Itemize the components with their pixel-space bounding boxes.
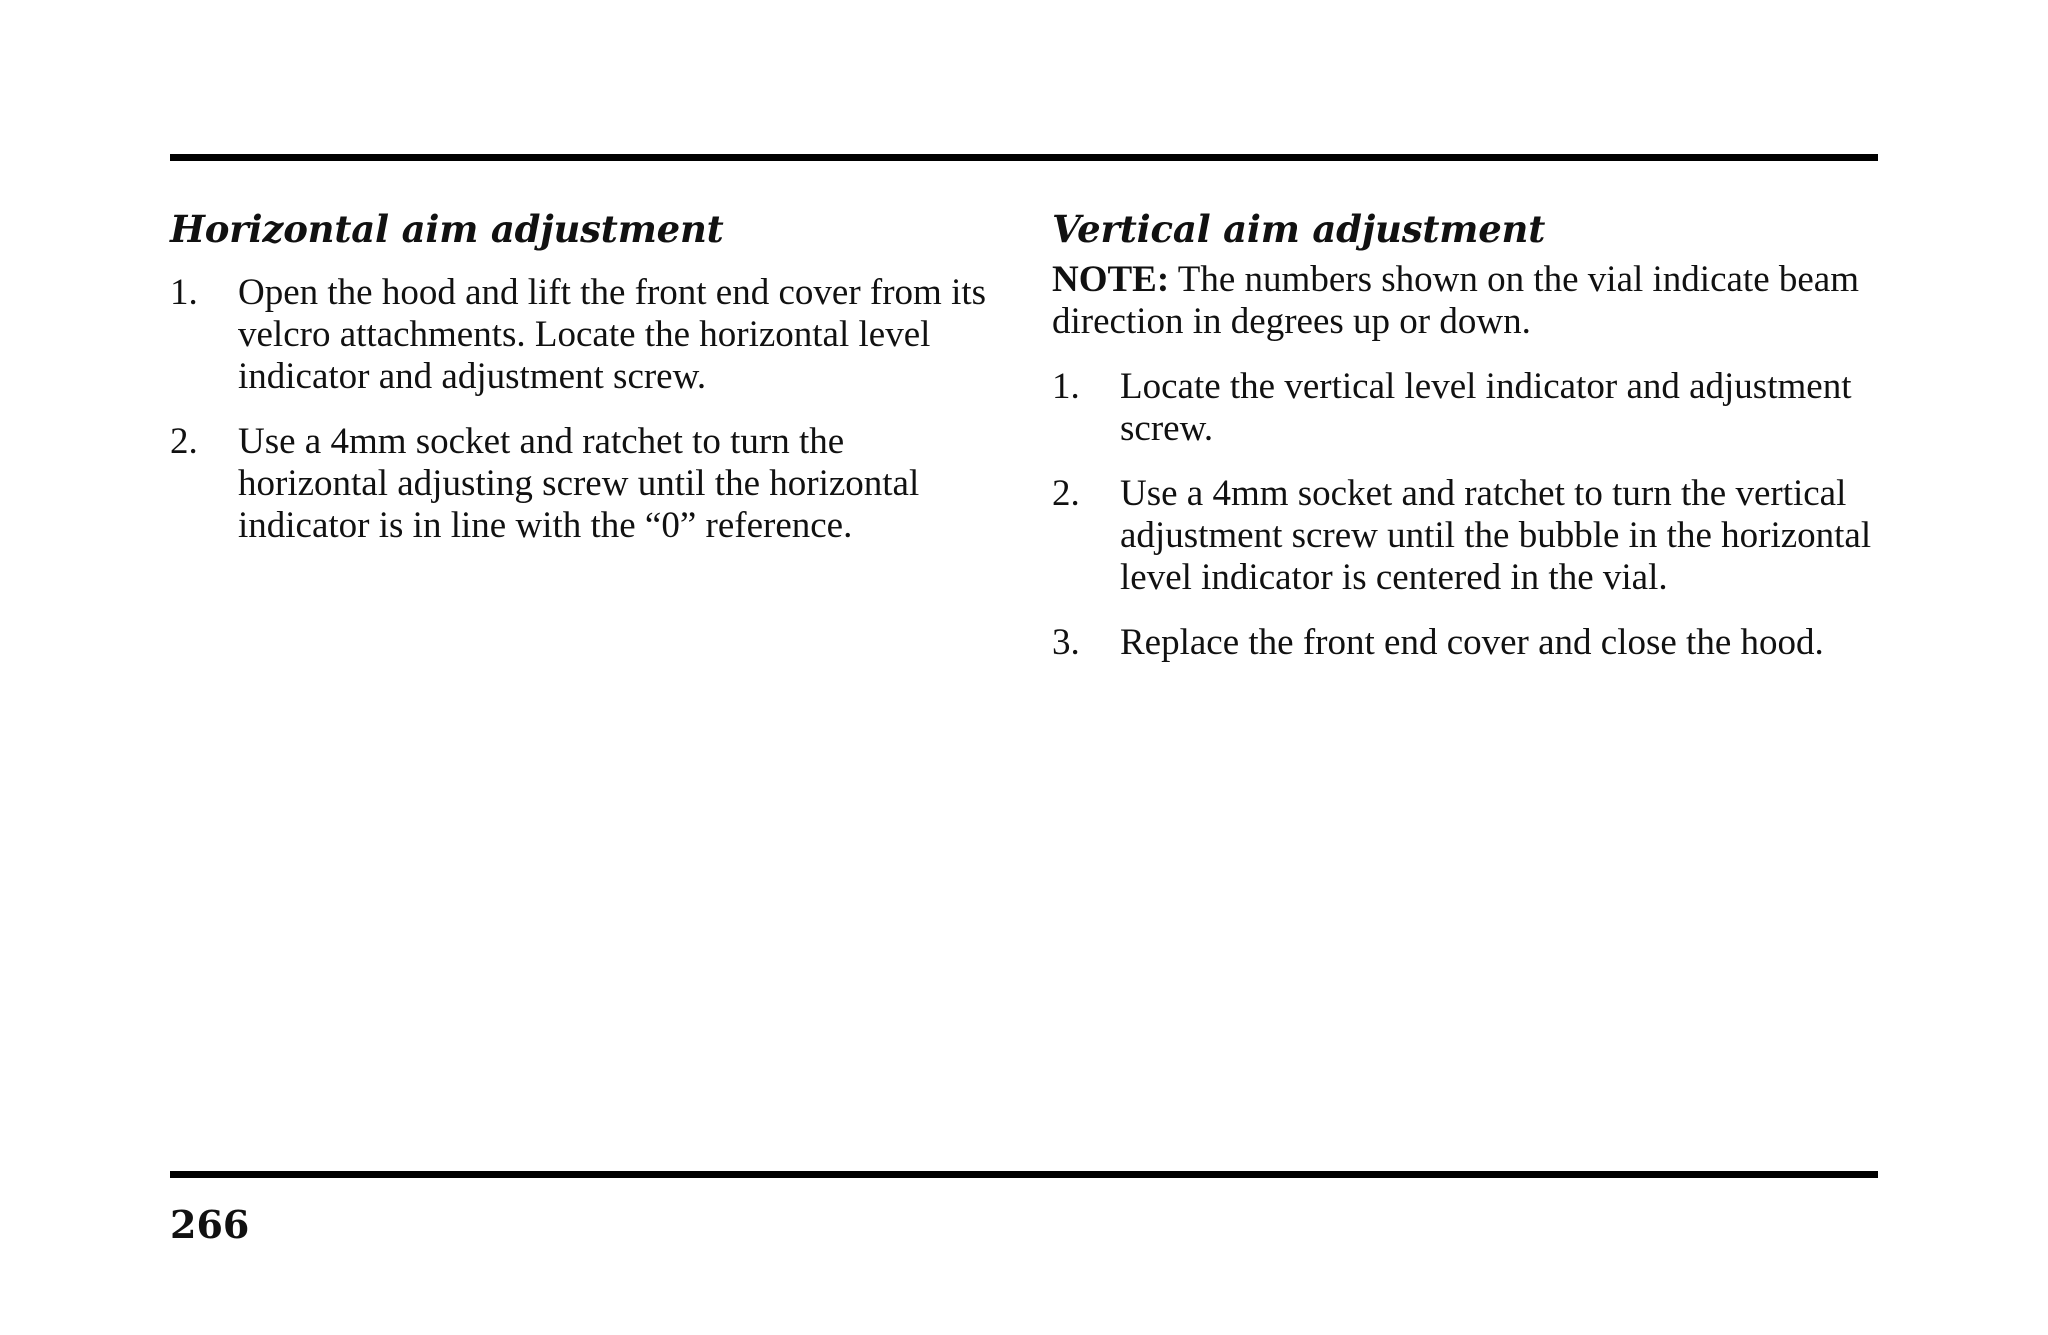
vertical-aim-steps (1052, 366, 1878, 664)
step-text: Use a 4mm socket and ratchet to turn the horizontal adjusting screw until the horizontal indicator is in line with the “0” reference. (238, 421, 920, 546)
step-number: 3. (1052, 622, 1080, 663)
list-item (1052, 366, 1878, 450)
step-number: 1. (170, 272, 198, 313)
step-number: 2. (170, 421, 198, 462)
vertical-aim-heading: Vertical aim adjustment (1052, 207, 1546, 251)
note-text: The numbers shown on the vial indicate beam direction in degrees up or down. (1052, 259, 1859, 342)
step-text: Open the hood and lift the front end cover from its velcro attachments. Locate the horizontal level indicator and adjustment screw. (238, 272, 987, 397)
list-item (1052, 473, 1878, 599)
top-rule (170, 154, 1878, 161)
bottom-rule (170, 1171, 1878, 1178)
step-text: Replace the front end cover and close the hood. (1120, 622, 1824, 663)
horizontal-aim-heading: Horizontal aim adjustment (170, 207, 724, 251)
list-item (170, 272, 1000, 398)
step-number: 2. (1052, 473, 1080, 514)
left-column (170, 205, 1000, 570)
list-item (170, 421, 1000, 547)
horizontal-aim-steps (170, 272, 1000, 547)
note-label: NOTE: (1052, 259, 1170, 300)
list-item (1052, 622, 1878, 664)
note-paragraph (1052, 259, 1878, 343)
step-text: Use a 4mm socket and ratchet to turn the vertical adjustment screw until the bubble in the horizontal level indicator is centered in the vial. (1120, 473, 1872, 598)
step-number: 1. (1052, 366, 1080, 407)
page-number: 266 (170, 1202, 250, 1247)
step-text: Locate the vertical level indicator and adjustment screw. (1120, 366, 1852, 449)
right-column (1052, 205, 1878, 687)
